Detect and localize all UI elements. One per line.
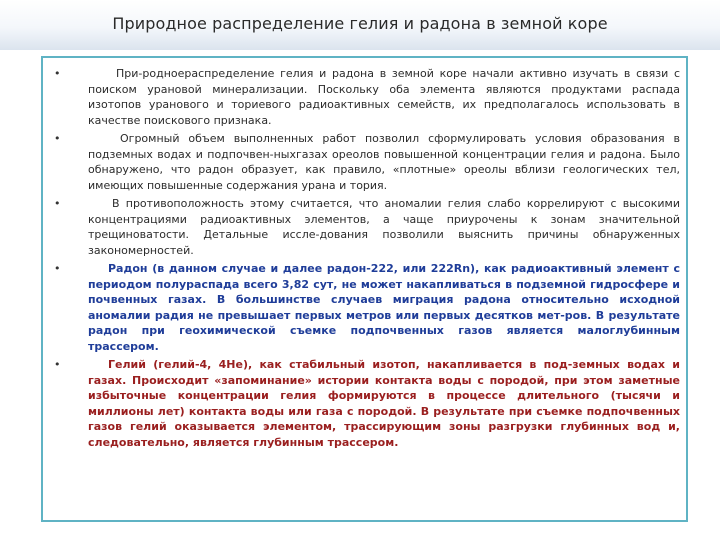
bullet-item-2 — [54, 131, 680, 193]
bullet-marker: • — [54, 67, 61, 80]
bullet-item-1 — [54, 66, 680, 128]
bullet-list — [54, 66, 680, 453]
bullet-marker: • — [54, 262, 61, 275]
slide-header — [0, 0, 720, 50]
bullet-item-5 — [54, 357, 680, 450]
bullet-item-4 — [54, 261, 680, 354]
bullet-text-radon: Радон (в данном случае и далее радон-222, или 222Rn), как радиоактивный элемент с периодом полураспада всего 3,82 сут, не может накапливаться в подземной гидросфере и почвенных газах. В большинстве случаев миграция радона относительно исходной аномалии радия не превышает первых метров или первых десятков мет-ров. В результате радон при геохимической съемке подпочвенных газов является малоглубинным трассером. — [88, 262, 680, 353]
bullet-marker: • — [54, 358, 61, 371]
bullet-item-3 — [54, 196, 680, 258]
slide-title: Природное распределение гелия и радона в земной коре — [112, 14, 608, 33]
bullet-marker: • — [54, 197, 61, 210]
bullet-text: В противоположность этому считается, что аномалии гелия слабо коррелируют с высокими концентрациями радиоактивных элементов, а чаще приурочены к зонам значительной трещиноватости. Детальные иссле-дования позволили выяснить причины обнаруженных закономерностей. — [88, 197, 680, 257]
bullet-text: При-родноераспределение гелия и радона в земной коре начали активно изучать в связи с поиском урановой минерализации. Поскольку оба элемента являются продуктами распада изотопов уранового и ториевого радиоактивных семейств, их предполагалось использовать в качестве поискового признака. — [88, 67, 680, 127]
bullet-text: Огромный объем выполненных работ позволил сформулировать условия образования в подземных водах и подпочвен-ныхгазах ореолов повышенной концентрации гелия и радона. Было обнаружено, что радон образует, как правило, «плотные» ореолы вблизи геологических тел, имеющих повышенные содержания урана и тория. — [88, 132, 680, 192]
content-frame — [41, 56, 688, 522]
bullet-text-helium: Гелий (гелий-4, 4He), как стабильный изотоп, накапливается в под-земных водах и газах. Происходит «запоминание» истории контакта воды с породой, при этом заметные избыточные концентрации гелия формируются в процессе длительного (тысячи и миллионы лет) контакта воды или газа с породой. В результате при съемке подпочвенных газов гелий оказывается элементом, трассирующим зоны разгрузки глубинных вод и, следовательно, является глубинным трассером. — [88, 358, 680, 449]
bullet-marker: • — [54, 132, 61, 145]
